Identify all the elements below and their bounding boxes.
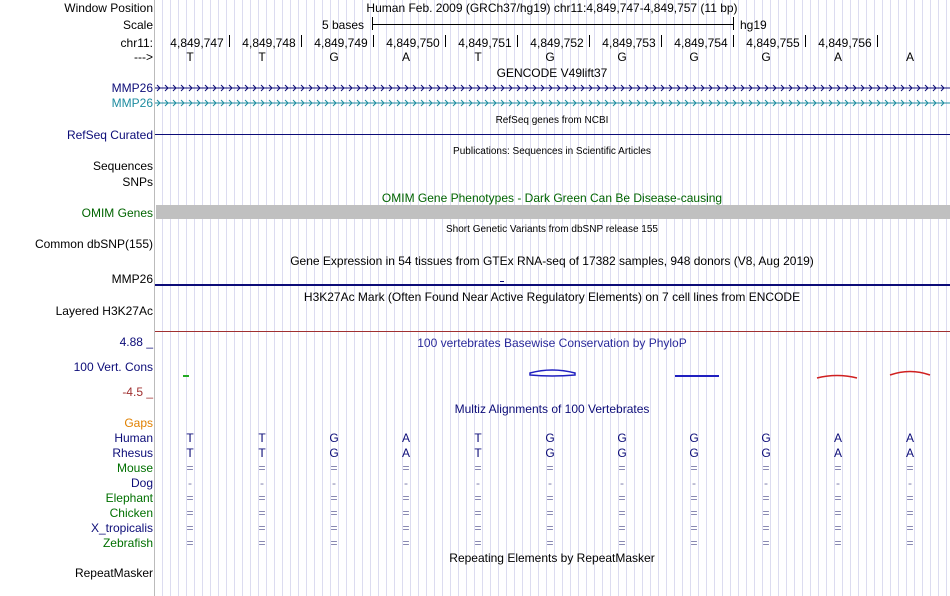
- coordinate-tick: [229, 35, 230, 47]
- rhesus-base: T: [186, 446, 194, 460]
- dog-base: -: [188, 476, 192, 490]
- mouse-base: =: [906, 461, 914, 475]
- base-letter: T: [258, 50, 266, 64]
- coordinate-tick: [301, 35, 302, 47]
- coordinate-tick: [805, 35, 806, 47]
- gtex-track-title: Gene Expression in 54 tissues from GTEx RNA-seq of 17382 samples, 948 donors (V8, Aug 2019): [290, 254, 814, 268]
- human-base: T: [186, 431, 194, 445]
- xtropicalis-base: =: [546, 521, 554, 535]
- elephant-base: =: [762, 491, 770, 505]
- base-letter: A: [833, 50, 843, 64]
- coordinate-tick: [733, 35, 734, 47]
- base-letter: G: [689, 50, 699, 64]
- coordinate-label: 4,849,752: [530, 36, 584, 50]
- zebrafish-base: =: [330, 536, 338, 550]
- base-letter: G: [329, 50, 339, 64]
- coordinate-tick: [877, 35, 878, 47]
- human-base: A: [905, 431, 915, 445]
- species-label-mouse[interactable]: Mouse: [116, 461, 153, 475]
- h3k27ac-label[interactable]: Layered H3K27Ac: [55, 304, 153, 318]
- zebrafish-base: =: [906, 536, 914, 550]
- species-label-chicken[interactable]: Chicken: [109, 506, 153, 520]
- dog-base: -: [332, 476, 336, 490]
- rhesus-base: T: [258, 446, 266, 460]
- coordinate-label: 4,849,748: [242, 36, 296, 50]
- chicken-base: =: [906, 506, 914, 520]
- elephant-base: =: [618, 491, 626, 505]
- chicken-base: =: [402, 506, 410, 520]
- omim-label[interactable]: OMIM Genes: [81, 206, 153, 220]
- rhesus-base: G: [761, 446, 771, 460]
- base-letter: G: [761, 50, 771, 64]
- window-position-label: Window Position: [64, 1, 153, 15]
- xtropicalis-base: =: [474, 521, 482, 535]
- dog-base: -: [692, 476, 696, 490]
- coordinate-label: 4,849,750: [386, 36, 440, 50]
- chicken-base: =: [474, 506, 482, 520]
- omim-track-title: OMIM Gene Phenotypes - Dark Green Can Be Disease-causing: [381, 191, 723, 205]
- human-base: T: [474, 431, 482, 445]
- base-letter: A: [905, 50, 915, 64]
- elephant-base: =: [906, 491, 914, 505]
- assembly-label: hg19: [740, 18, 767, 32]
- chicken-base: =: [690, 506, 698, 520]
- mouse-base: =: [762, 461, 770, 475]
- dbsnp-track-title: Short Genetic Variants from dbSNP release 155: [446, 224, 658, 235]
- dog-base: -: [260, 476, 264, 490]
- xtropicalis-base: =: [618, 521, 626, 535]
- elephant-base: =: [186, 491, 194, 505]
- human-base: G: [689, 431, 699, 445]
- rhesus-base: G: [329, 446, 339, 460]
- human-base: G: [329, 431, 339, 445]
- dog-base: -: [620, 476, 624, 490]
- zebrafish-base: =: [186, 536, 194, 550]
- mouse-base: =: [546, 461, 554, 475]
- xtropicalis-base: =: [330, 521, 338, 535]
- rhesus-base: A: [401, 446, 411, 460]
- human-base: G: [545, 431, 555, 445]
- h3k27ac-track-title: H3K27Ac Mark (Often Found Near Active Regulatory Elements) on 7 cell lines from ENCODE: [303, 290, 801, 304]
- coordinate-tick: [589, 35, 590, 47]
- mouse-base: =: [834, 461, 842, 475]
- gtex-marker: [500, 281, 504, 282]
- dog-base: -: [404, 476, 408, 490]
- gencode-gene-label-2[interactable]: MMP26: [111, 96, 153, 110]
- chrom-label: chr11:: [120, 36, 153, 50]
- gencode-gene-label-1[interactable]: MMP26: [111, 81, 153, 95]
- mouse-base: =: [186, 461, 194, 475]
- species-label-rhesus[interactable]: Rhesus: [112, 446, 153, 460]
- dog-base: -: [836, 476, 840, 490]
- chicken-base: =: [834, 506, 842, 520]
- mouse-base: =: [402, 461, 410, 475]
- chicken-base: =: [618, 506, 626, 520]
- base-letter: A: [401, 50, 411, 64]
- base-letter: T: [474, 50, 482, 64]
- base-letter: T: [186, 50, 194, 64]
- chicken-base: =: [330, 506, 338, 520]
- xtropicalis-base: =: [762, 521, 770, 535]
- refseq-gene-line[interactable]: [155, 134, 950, 135]
- rhesus-base: A: [833, 446, 843, 460]
- chicken-base: =: [186, 506, 194, 520]
- coordinate-tick: [517, 35, 518, 47]
- zebrafish-base: =: [834, 536, 842, 550]
- publications-track-title: Publications: Sequences in Scientific Articles: [453, 146, 651, 157]
- species-label-zebrafish[interactable]: Zebrafish: [102, 536, 153, 550]
- zebrafish-base: =: [474, 536, 482, 550]
- dog-base: -: [476, 476, 480, 490]
- elephant-base: =: [330, 491, 338, 505]
- rhesus-base: G: [545, 446, 555, 460]
- coordinate-label: 4,849,755: [746, 36, 800, 50]
- zebrafish-base: =: [546, 536, 554, 550]
- scale-label: Scale: [122, 18, 153, 32]
- refseq-track-title: RefSeq genes from NCBI: [495, 115, 609, 126]
- phylop-label[interactable]: 100 Vert. Cons: [73, 360, 153, 374]
- coordinate-label: 4,849,747: [170, 36, 224, 50]
- coordinate-tick: [661, 35, 662, 47]
- multiz-track-title: Multiz Alignments of 100 Vertebrates: [454, 402, 650, 416]
- rhesus-base: G: [617, 446, 627, 460]
- zebrafish-base: =: [690, 536, 698, 550]
- mouse-base: =: [258, 461, 266, 475]
- elephant-base: =: [402, 491, 410, 505]
- elephant-base: =: [474, 491, 482, 505]
- mouse-base: =: [618, 461, 626, 475]
- gencode-track-title: GENCODE V49lift37: [496, 66, 608, 80]
- xtropicalis-base: =: [258, 521, 266, 535]
- coordinate-label: 4,849,756: [818, 36, 872, 50]
- strand-label: --->: [134, 50, 153, 64]
- dog-base: -: [548, 476, 552, 490]
- zebrafish-base: =: [402, 536, 410, 550]
- phylop-max-label: 4.88 _: [119, 335, 153, 349]
- species-label-elephant[interactable]: Elephant: [105, 491, 153, 505]
- phylop-track-title: 100 vertebrates Basewise Conservation by PhyloP: [417, 336, 687, 350]
- base-letter: G: [617, 50, 627, 64]
- chicken-base: =: [258, 506, 266, 520]
- coordinate-label: 4,849,751: [458, 36, 512, 50]
- rhesus-base: G: [689, 446, 699, 460]
- h3k27ac-baseline: [155, 331, 950, 332]
- human-base: T: [258, 431, 266, 445]
- species-label-dog[interactable]: Dog: [130, 476, 153, 490]
- xtropicalis-base: =: [690, 521, 698, 535]
- gencode-gene-models[interactable]: [155, 82, 950, 108]
- coordinate-tick: [373, 35, 374, 47]
- human-base: G: [617, 431, 627, 445]
- chicken-base: =: [762, 506, 770, 520]
- coordinate-label: 4,849,753: [602, 36, 656, 50]
- xtropicalis-base: =: [906, 521, 914, 535]
- zebrafish-base: =: [258, 536, 266, 550]
- rhesus-base: A: [905, 446, 915, 460]
- scale-text: 5 bases: [322, 18, 365, 32]
- gtex-gene-label[interactable]: MMP26: [111, 272, 153, 286]
- dog-base: -: [764, 476, 768, 490]
- xtropicalis-base: =: [186, 521, 194, 535]
- human-base: G: [761, 431, 771, 445]
- mouse-base: =: [330, 461, 338, 475]
- xtropicalis-base: =: [834, 521, 842, 535]
- repeatmasker-track-title: Repeating Elements by RepeatMasker: [449, 551, 655, 565]
- zebrafish-base: =: [618, 536, 626, 550]
- repeatmasker-label[interactable]: RepeatMasker: [74, 566, 153, 580]
- omim-gene-bar[interactable]: [156, 205, 950, 219]
- species-label-xtropicalis[interactable]: X_tropicalis: [90, 521, 153, 535]
- human-base: A: [833, 431, 843, 445]
- dog-base: -: [908, 476, 912, 490]
- base-letter: G: [545, 50, 555, 64]
- phylop-min-label: -4.5 _: [122, 385, 153, 399]
- phylop-conservation-plot[interactable]: [155, 364, 950, 384]
- mouse-base: =: [474, 461, 482, 475]
- chicken-base: =: [546, 506, 554, 520]
- coordinate-label: 4,849,754: [674, 36, 728, 50]
- coordinate-tick: [445, 35, 446, 47]
- elephant-base: =: [258, 491, 266, 505]
- zebrafish-base: =: [762, 536, 770, 550]
- human-base: A: [401, 431, 411, 445]
- elephant-base: =: [546, 491, 554, 505]
- dbsnp-label[interactable]: Common dbSNP(155): [34, 237, 153, 251]
- gaps-label[interactable]: Gaps: [124, 416, 153, 430]
- coordinate-label: 4,849,749: [314, 36, 368, 50]
- elephant-base: =: [690, 491, 698, 505]
- snps-label[interactable]: SNPs: [122, 175, 153, 189]
- xtropicalis-base: =: [402, 521, 410, 535]
- sequences-label[interactable]: Sequences: [92, 159, 153, 173]
- elephant-base: =: [834, 491, 842, 505]
- species-label-human[interactable]: Human: [114, 431, 153, 445]
- mouse-base: =: [690, 461, 698, 475]
- position-title: Human Feb. 2009 (GRCh37/hg19) chr11:4,849,747-4,849,757 (11 bp): [366, 1, 738, 15]
- gtex-gene-line[interactable]: [155, 284, 950, 286]
- refseq-label[interactable]: RefSeq Curated: [66, 128, 153, 142]
- rhesus-base: T: [474, 446, 482, 460]
